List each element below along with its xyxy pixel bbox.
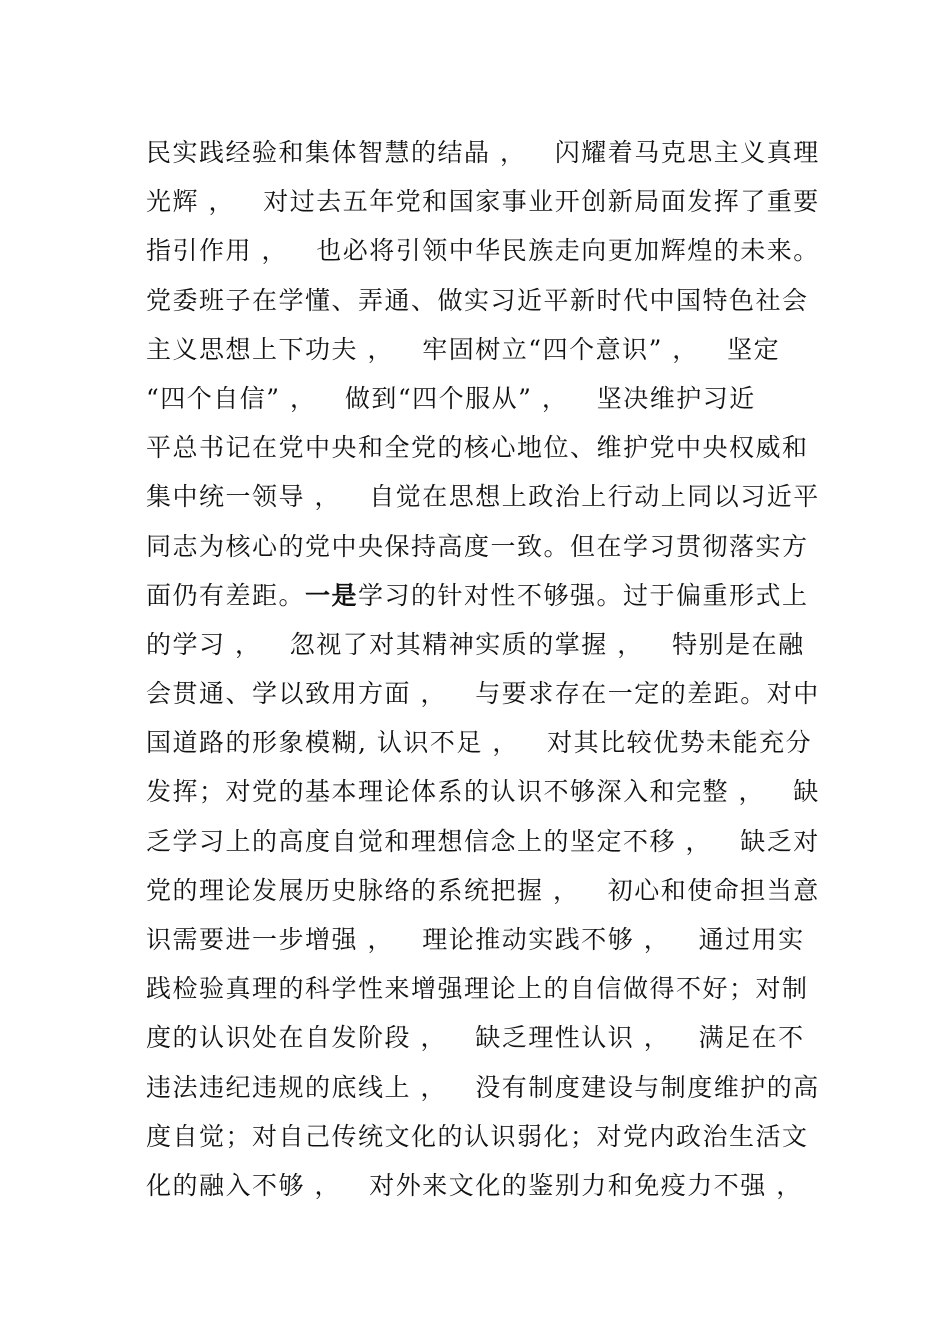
text-line: 集中统一领导 ， 自觉在思想上政治上行动上同以习近平 (146, 482, 820, 512)
text-line: 化的融入不够 ， 对外来文化的鉴别力和免疫力不强 ， (146, 1170, 803, 1200)
text-line: 同志为核心的党中央保持高度一致。但在学习贯彻落实方 (146, 531, 809, 561)
text-line-with-emphasis (146, 571, 810, 620)
text-segment: 学习的针对性不够强。过于偏重形式上 (358, 580, 809, 610)
text-line: 度自觉；对自己传统文化的认识弱化；对党内政治生活文 (146, 1121, 809, 1151)
emphasis-label: 一是 (305, 580, 359, 610)
text-line: 国道路的形象模糊, 认识不足 ， 对其比较优势未能充分 (146, 728, 813, 758)
text-line: 的学习 ， 忽视了对其精神实质的掌握 ， 特别是在融 (146, 629, 805, 659)
text-line: 光辉 ， 对过去五年党和国家事业开创新局面发挥了重要 (146, 187, 820, 217)
text-line: 违法违纪违规的底线上 ， 没有制度建设与制度维护的高 (146, 1072, 820, 1102)
text-line: 乏学习上的高度自觉和理想信念上的坚定不移 ， 缺乏对 (146, 826, 820, 856)
text-line: 党委班子在学懂、弄通、做实习近平新时代中国特色社会 (146, 285, 809, 315)
text-line: 会贯通、学以致用方面 ， 与要求存在一定的差距。对中 (146, 679, 820, 709)
text-line: “四个自信” ， 做到“四个服从” ， 坚决维护习近 (146, 383, 756, 413)
text-segment: 面仍有差距。 (146, 580, 306, 610)
text-line: 民实践经验和集体智慧的结晶 ， 闪耀着马克思主义真理 (146, 138, 820, 167)
text-line: 党的理论发展历史脉络的系统把握 ， 初心和使命担当意 (146, 875, 820, 905)
text-line: 发挥；对党的基本理论体系的认识不够深入和完整 ， 缺 (146, 777, 820, 807)
text-line: 平总书记在党中央和全党的核心地位、维护党中央权威和 (146, 433, 809, 463)
text-line: 指引作用 ， 也必将引领中华民族走向更加辉煌的未来。 (146, 236, 820, 266)
text-line: 识需要进一步增强 ， 理论推动实践不够 ， 通过用实 (146, 925, 805, 954)
text-line: 度的认识处在自发阶段 ， 缺乏理性认识 ， 满足在不 (146, 1023, 805, 1053)
text-line: 践检验真理的科学性来增强理论上的自信做得不好；对制 (146, 974, 809, 1004)
text-line: 主义思想上下功夫 ， 牢固树立“四个意识” ， 坚定 (146, 334, 781, 364)
body-text (146, 128, 820, 1210)
